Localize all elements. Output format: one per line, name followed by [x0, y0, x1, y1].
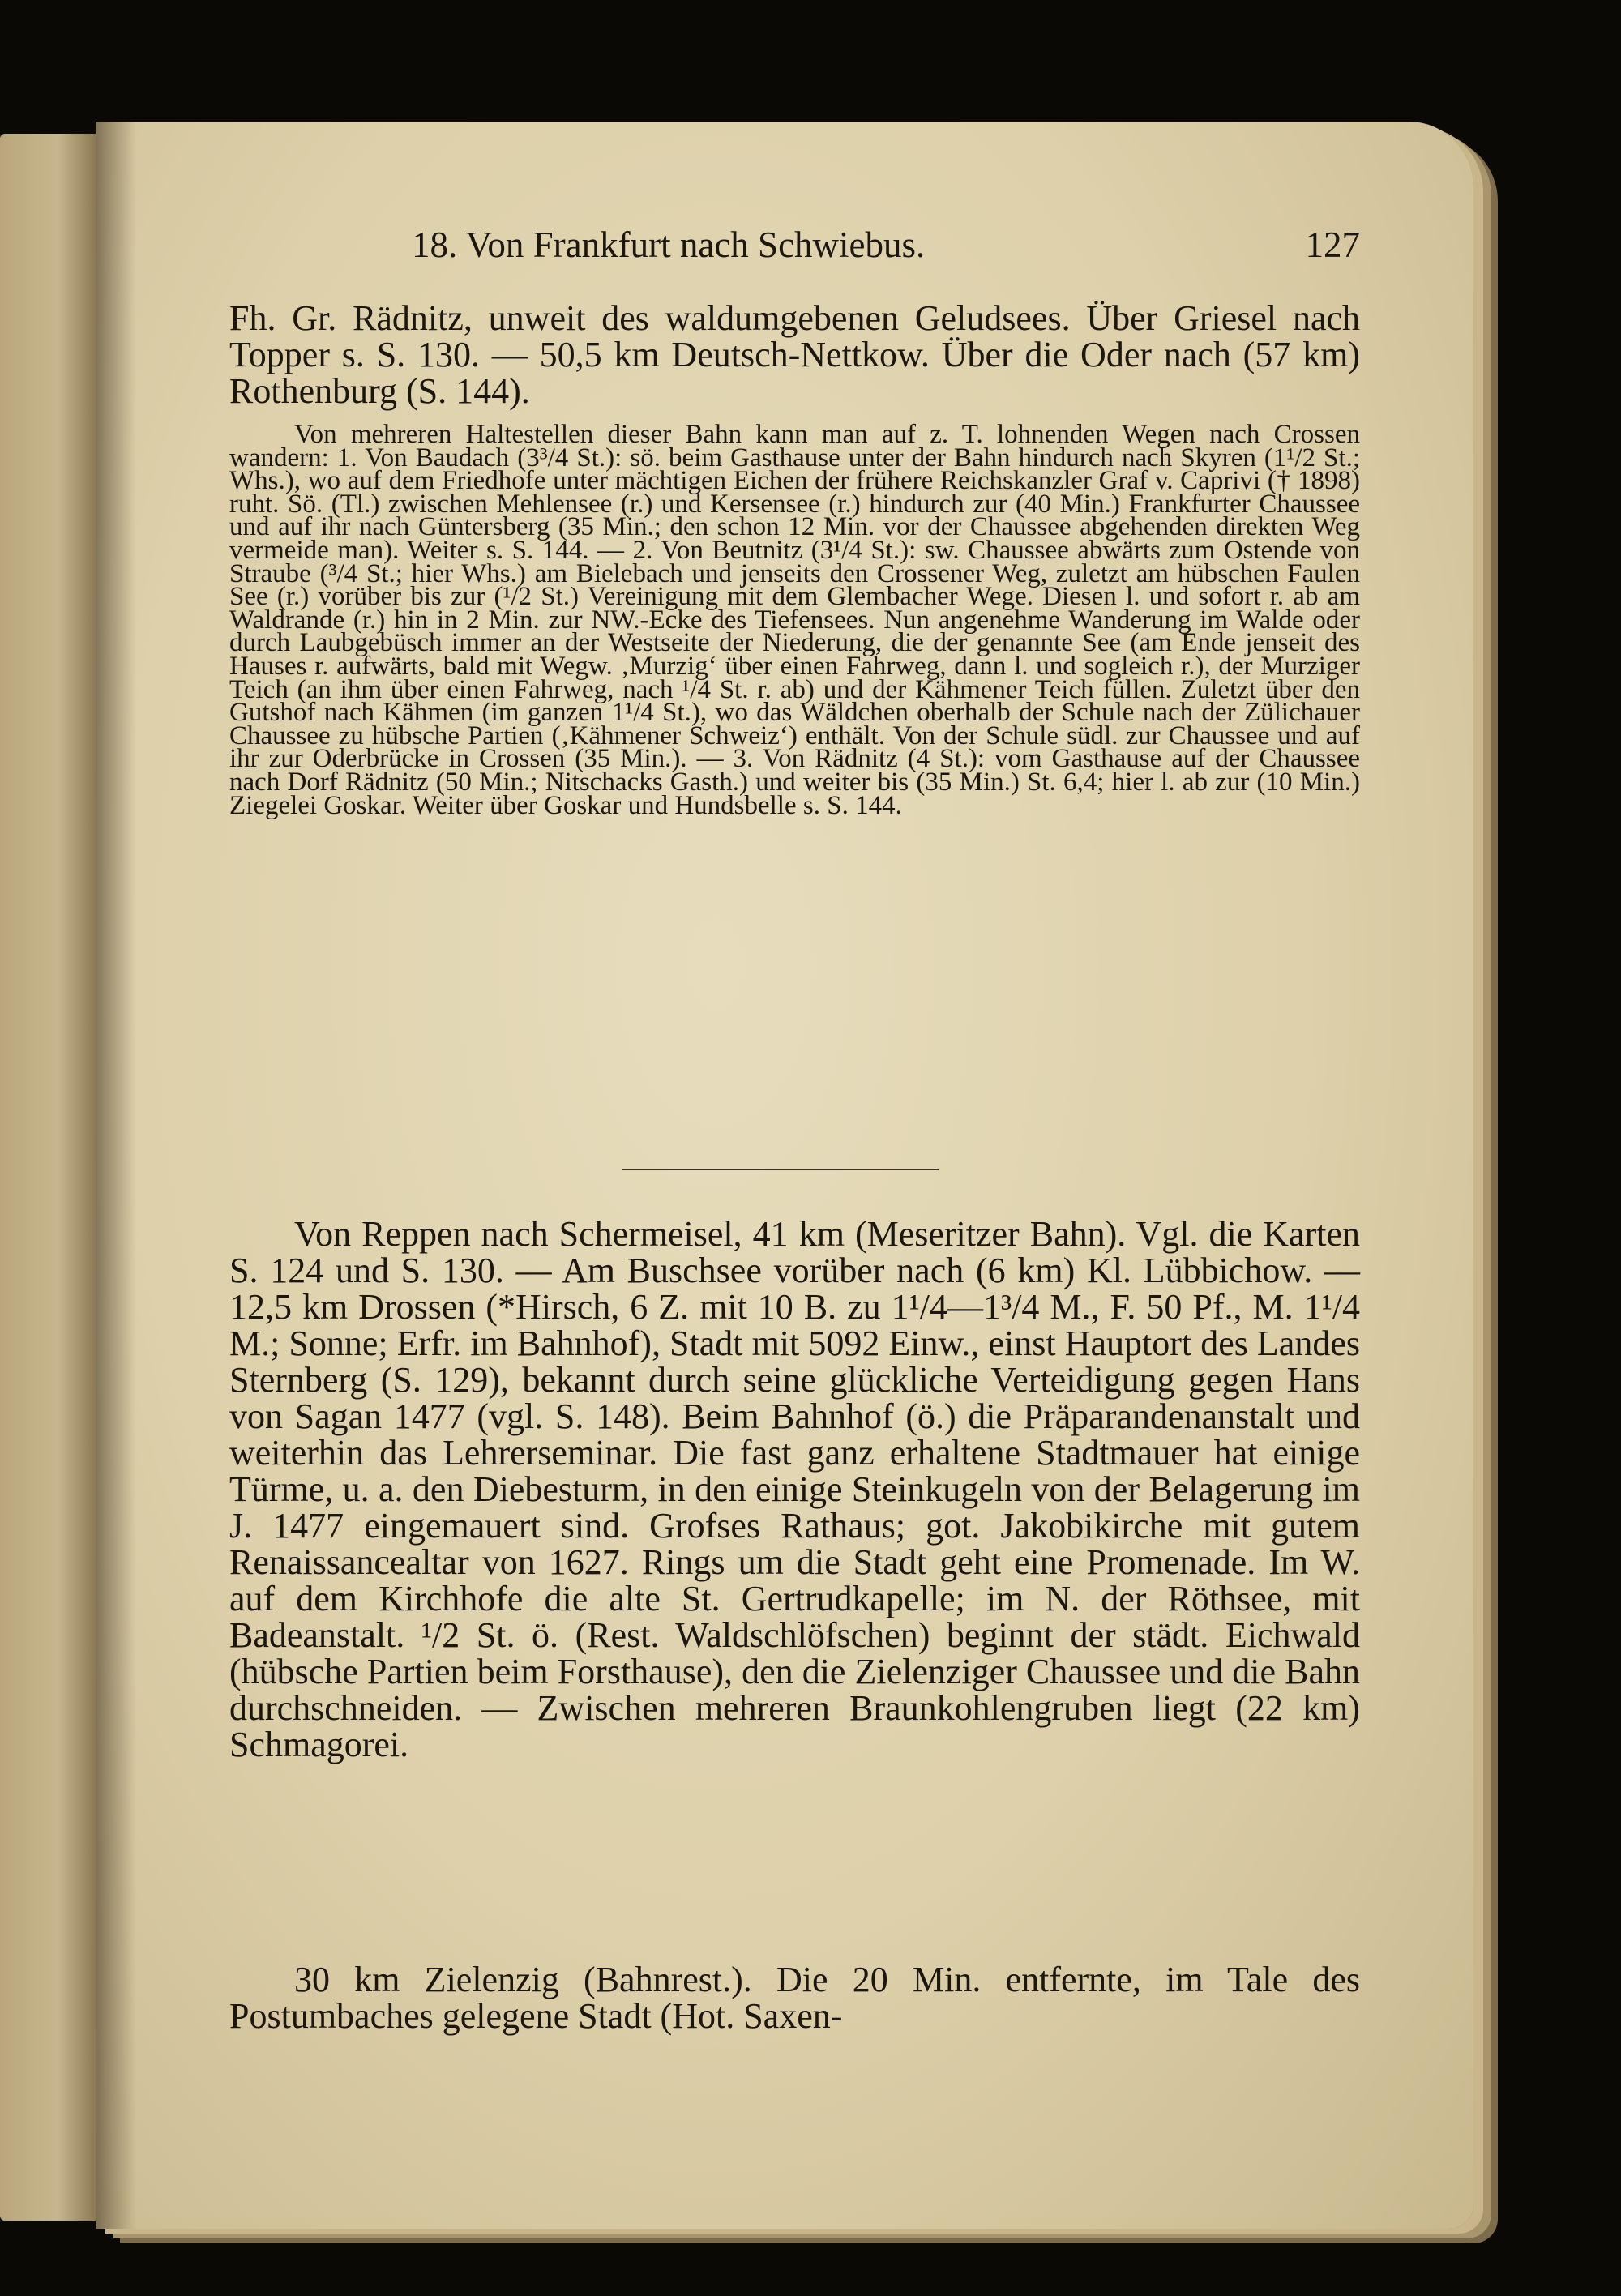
chapter-title: 18. Von Frankfurt nach Schwiebus.: [412, 224, 926, 265]
section-divider: [622, 1169, 939, 1170]
book-page: [96, 122, 1473, 2229]
page-gutter-shadow: [96, 122, 136, 2229]
route-paragraph-1: Fh. Gr. Rädnitz, unweit des waldumgebenen Geludsees. Über Griesel nach Topper s. S. 130. — 50,5 km Deutsch-Nettkow. Über die Oder nach (57 km) Rothenburg (S. 144).: [229, 298, 1360, 411]
small-print-excursions: Von mehreren Haltestellen dieser Bahn kann man auf z. T. lohnenden Wegen nach Crossen wandern: 1. Von Baudach (3³/4 St.): sö. beim Gasthause unter der Bahn hindurch nach Skyren (1¹/2 St.; Whs.), wo auf dem Friedhofe unter mächtigen Eichen der frühere Reichskanzler Graf v. Caprivi († 1898) ruht. Sö. (Tl.) zwischen Mehlensee (r.) und Kersensee (r.) hindurch zur (40 Min.) Frankfurter Chaussee und auf ihr nach Güntersberg (35 Min.; den schon 12 Min. vor der Chaussee abgehenden direkten Weg vermeide man). Weiter s. S. 144. — 2. Von Beutnitz (3¹/4 St.): sw. Chaussee abwärts zum Ostende von Straube (³/4 St.; hier Whs.) am Bielebach und jenseits den Crossener Weg, zuletzt am hübschen Faulen See (r.) vorüber bis zur (¹/2 St.) Vereinigung mit dem Glembacher Wege. Diesen l. und sofort r. ab am Waldrande (r.) hin in 2 Min. zur NW.-Ecke des Tiefensees. Nun angenehme Wanderung im Walde oder durch Laubgebüsch immer an der Westseite der Niederung, die der genannte See (am Ende jenseit des Hauses r. aufwärts, bald mit Wegw. ‚Murzig‘ über einen Fahrweg, dann l. und sogleich r.), der Murziger Teich (an ihm über einen Fahrweg, nach ¹/4 St. r. ab) und der Kähmener Teich füllen. Zuletzt über den Gutshof nach Kähmen (im ganzen 1¹/4 St.), wo das Wäldchen oberhalb der Schule nach der Zülichauer Chaussee zu hübsche Partien (‚Kähmener Schweiz‘) enthält. Von der Schule südl. zur Chaussee und auf ihr zur Oderbrücke in Crossen (35 Min.). — 3. Von Rädnitz (4 St.): vom Gasthause auf der Chaussee nach Dorf Rädnitz (50 Min.; Nitschacks Gasth.) und weiter bis (35 Min.) St. 6,4; hier l. ab zur (10 Min.) Ziegelei Goskar. Weiter über Goskar und Hundsbelle s. S. 144.: [229, 420, 1360, 820]
running-header: [412, 220, 1360, 269]
page-number: 127: [1305, 224, 1360, 265]
route-paragraph-2: Von Reppen nach Schermeisel, 41 km (Meseritzer Bahn). Vgl. die Karten S. 124 und S. 130. — Am Buschsee vorüber nach (6 km) Kl. Lübbichow. — 12,5 km Drossen (*Hirsch, 6 Z. mit 10 B. zu 1¹/4—1³/4 M., F. 50 Pf., M. 1¹/4 M.; Sonne; Erfr. im Bahnhof), Stadt mit 5092 Einw., einst Hauptort des Landes Sternberg (S. 129), bekannt durch seine glückliche Verteidigung gegen Hans von Sagan 1477 (vgl. S. 148). Beim Bahnhof (ö.) die Präparandenanstalt und weiterhin das Lehrerseminar. Die fast ganz erhaltene Stadtmauer hat einige Türme, u. a. den Diebesturm, in den einige Steinkugeln von der Belagerung im J. 1477 eingemauert sind. Grofses Rathaus; got. Jakobikirche mit gutem Renaissancealtar von 1627. Rings um die Stadt geht eine Promenade. Im W. auf dem Kirchhofe die alte St. Gertrudkapelle; im N. der Röthsee, mit Badeanstalt. ¹/2 St. ö. (Rest. Waldschlöfschen) beginnt der städt. Eichwald (hübsche Partien beim Forsthause), den die Zielenziger Chaussee und die Bahn durchschneiden. — Zwischen mehreren Braunkohlengruben liegt (22 km) Schmagorei.: [229, 1214, 1360, 1764]
previous-page-edge: [0, 134, 96, 2221]
route-paragraph-3: 30 km Zielenzig (Bahnrest.). Die 20 Min. entfernte, im Tale des Postumbaches gelegene Stadt (Hot. Saxen-: [229, 1960, 1360, 2036]
